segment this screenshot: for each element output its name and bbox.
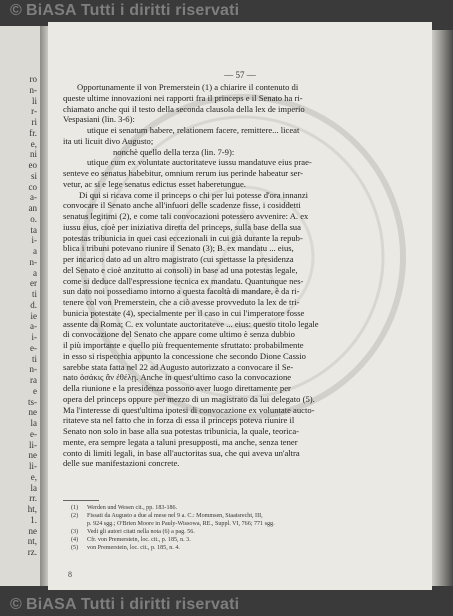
footnote-continuation bbox=[63, 520, 421, 528]
previous-page-fragment: ts- bbox=[28, 396, 37, 407]
previous-page-fragment: ne bbox=[28, 450, 37, 461]
previous-page-fragment: a- bbox=[30, 321, 37, 332]
previous-page-fragment: ne bbox=[28, 407, 37, 418]
text-line: delle sue manifestazioni concrete. bbox=[63, 458, 180, 469]
text-line: opera del princeps oppure per mezzo di un magistrato da lui delegato (5). bbox=[63, 393, 315, 404]
previous-page-fragment: ta bbox=[30, 224, 37, 235]
gathering-mark: 8 bbox=[68, 570, 72, 579]
previous-page-fragment: e bbox=[33, 385, 37, 396]
previous-page-fragment: li- bbox=[29, 461, 37, 471]
previous-page-fragment: ht, bbox=[27, 504, 37, 514]
footnote-number: (1) bbox=[71, 505, 79, 511]
previous-page-fragment: ri bbox=[31, 117, 37, 127]
copyright-symbol: © bbox=[10, 596, 22, 613]
footnote-separator bbox=[63, 500, 99, 501]
text-line: come si deduce dall'espressione tecnica ex mandatu. Quantunque nes- bbox=[63, 275, 304, 286]
text-line: iussu eius, cioè per iniziativa diretta del princeps, sulla base della sua bbox=[63, 221, 301, 232]
previous-page-fragment: n- bbox=[29, 364, 37, 375]
previous-page-fragment: e- bbox=[30, 342, 37, 353]
footnote-text: Vedi gli autori citati nella nota (6) a pag. 56. bbox=[87, 529, 195, 535]
previous-page-fragment: d. bbox=[30, 299, 37, 310]
text-line: Vespasiani (lin. 3-6): bbox=[63, 114, 135, 125]
text-line: Senato non solo in base alla sua potestas tribunicia, la quale, teorica- bbox=[63, 426, 300, 436]
text-line: bunicia potestate (4), specialmente per il caso in cui l'imperatore fosse bbox=[63, 307, 305, 318]
text-line: convocare il Senato anche all'infuori delle scadenze fisse, i cosiddetti bbox=[63, 200, 301, 211]
watermark-text: BiASA Tutti i diritti riservati bbox=[26, 596, 240, 613]
previous-page-fragment: li- bbox=[29, 439, 37, 450]
previous-page-fragment: ie bbox=[30, 310, 37, 321]
footnote-text: Cfr. von Premerstein, loc. cit., p. 185, n. 3. bbox=[87, 537, 191, 543]
text-line: Opportunamente il von Premerstein (1) a chiarire il contenuto di bbox=[77, 82, 299, 92]
previous-page-fragment: 1. bbox=[30, 514, 37, 525]
previous-page-fragment: r- bbox=[31, 106, 37, 117]
text-line: nato ὁσάκις ἂν ἐθέλῃ. Anche in quest'ultimo caso la convocazione bbox=[63, 372, 292, 383]
quote-line: senteve eo senatus habebitur, omnium rerum ius perinde habeatur ser- bbox=[63, 168, 304, 178]
footnote-number: (4) bbox=[71, 537, 79, 543]
page-number: — 57 — bbox=[224, 70, 256, 80]
previous-page-fragment: a- bbox=[30, 192, 37, 203]
text-line: senatus legitimi (2), e come tali convocazioni potessero avvenire: A. ex bbox=[63, 211, 309, 221]
previous-page-fragment: la bbox=[30, 418, 37, 428]
text-line: sarebbe stata fatta nel 22 ad Augusto autorizzato a convocare il Se- bbox=[63, 361, 294, 372]
copyright-symbol: © bbox=[10, 2, 22, 19]
text-line: potestas tribunicia in quei casi eccezionali in cui già durante la repub- bbox=[63, 232, 303, 243]
previous-page-fragment: eo bbox=[28, 160, 37, 170]
previous-page-fragment: er bbox=[30, 278, 37, 289]
quote-line: utique ei senatum habere, relationem facere, remittere... liceat bbox=[87, 125, 300, 135]
page-edge-shadow bbox=[432, 30, 453, 586]
body-text bbox=[63, 82, 421, 469]
previous-page-fragment: co bbox=[28, 181, 37, 192]
text-line: del Senato e cioè anzitutto ai consoli) in base ad una potestas legale, bbox=[63, 264, 298, 275]
text-line: assente da Roma; C. ex voluntate auctoritateve ... eius: questo titolo legale bbox=[63, 318, 319, 329]
previous-page-fragment: n- bbox=[29, 84, 37, 95]
previous-page-fragment: fr. bbox=[29, 127, 37, 138]
watermark-bottom bbox=[10, 596, 239, 614]
footnote-text: Fissati da Augusto a due al mese nel 9 a. C.: Mommsen, Staatsrecht, III, bbox=[87, 513, 263, 519]
footnote bbox=[63, 512, 421, 520]
text-line: sun dato noi possediamo intorno a questa facoltà di mandare, è da ri- bbox=[63, 286, 300, 297]
text-line: mente, era sempre legata a taluni presupposti, ma anche, senza tener bbox=[63, 436, 298, 447]
book-page bbox=[48, 22, 432, 590]
previous-page-fragment: i- bbox=[31, 235, 37, 246]
watermark-top bbox=[10, 2, 239, 20]
footnote-number: (5) bbox=[71, 545, 79, 551]
previous-page-edge bbox=[0, 26, 40, 586]
quote-line: ita uti licuit divo Augusto; bbox=[63, 135, 154, 146]
previous-page-fragment: e- bbox=[30, 428, 37, 439]
footnote-text: von Premerstein, loc. cit., p. 185, n. 4. bbox=[87, 545, 180, 551]
text-line: Di qui si ricava come il princeps o chi per lui potesse d'ora innanzi bbox=[79, 189, 308, 200]
text-line: queste ultime innovazioni nei rapporti fra il princeps e il Senato ha ri- bbox=[63, 92, 303, 103]
previous-page-fragment: ti bbox=[31, 353, 37, 364]
footnote bbox=[63, 536, 421, 544]
watermark-text: BiASA Tutti i diritti riservati bbox=[26, 2, 240, 19]
previous-page-fragment: ra bbox=[30, 375, 37, 385]
previous-page-fragment: e, bbox=[30, 471, 37, 482]
footnote-text: p. 924 sgg.; O'Brien Moore in Pauly-Wissowa, RE., Suppl. VI, 766; 771 sgg. bbox=[87, 521, 275, 527]
footnote-number: (3) bbox=[71, 529, 79, 535]
text-line: in esso si rispecchia appunto la concessione che secondo Dione Cassio bbox=[63, 350, 306, 361]
text-line: tenere col von Premerstein, che a ciò avesse provveduto la lex de tri- bbox=[63, 297, 300, 307]
text-line: di convocazione del Senato che appare come ultimo è senza dubbio bbox=[63, 329, 295, 340]
footnote-text: Werden und Wesen cit., pp. 183-186. bbox=[87, 505, 178, 511]
previous-page-fragment: la bbox=[30, 482, 37, 493]
previous-page-fragment: o. bbox=[30, 213, 37, 224]
previous-page-fragment: ti bbox=[31, 289, 37, 299]
previous-page-fragment: rz. bbox=[27, 547, 37, 557]
previous-page-fragment: ne bbox=[28, 525, 37, 536]
previous-page-fragment: nt, bbox=[27, 536, 37, 547]
footnote bbox=[63, 528, 421, 536]
footnote bbox=[63, 544, 421, 552]
previous-page-fragment: ro bbox=[29, 74, 37, 84]
previous-page-fragment: li bbox=[31, 95, 37, 106]
previous-page-fragment: ni bbox=[29, 149, 37, 160]
footnote-number: (2) bbox=[71, 513, 79, 519]
footnote bbox=[63, 504, 421, 512]
quote-line: vetur, ac si e lege senatus edictus esset haberetungue. bbox=[63, 178, 246, 189]
book-gutter bbox=[40, 26, 48, 586]
text-line: Ma l'interesse di quest'ultima ipotesi di convocazione ex voluntate aucto- bbox=[63, 404, 315, 415]
previous-page-fragment: i- bbox=[31, 332, 37, 342]
text-line: conto di limiti legali, in base all'auctoritas sua, che qui aveva un'altra bbox=[63, 447, 300, 458]
previous-page-fragment: an bbox=[28, 203, 37, 213]
previous-page-fragment: si bbox=[30, 170, 37, 181]
text-line: chiamato anche qui il testo della seconda clausola della lex de imperio bbox=[63, 103, 305, 114]
footnotes bbox=[63, 504, 421, 552]
text-line: blica i tribuni potevano riunire il Senato (3); B. ex mandatu ... eius, bbox=[63, 243, 294, 254]
text-line: ritateve sta nel fatto che in forza di essa il princeps poteva riunire il bbox=[63, 415, 295, 426]
text-line: della riunione e la presidenza possono aver luogo direttamente per bbox=[63, 383, 291, 393]
previous-page-fragment: a bbox=[33, 267, 37, 278]
previous-page-fragment: a bbox=[33, 246, 37, 256]
previous-page-fragment: rr. bbox=[29, 493, 37, 504]
text-line: per incarico dato ad un altro magistrato (cui spettasse la presidenza bbox=[63, 254, 294, 264]
text-line: nonchè quello della terza (lin. 7-9): bbox=[113, 146, 235, 157]
quote-line: utique cum ex voluntate auctoritateve iussu mandatuve eius prae- bbox=[87, 157, 312, 168]
previous-page-fragment: n- bbox=[29, 256, 37, 267]
text-line: il più importante e quello più frequentemente sfruttato: probabilmente bbox=[63, 340, 304, 350]
previous-page-fragment: e, bbox=[30, 138, 37, 149]
